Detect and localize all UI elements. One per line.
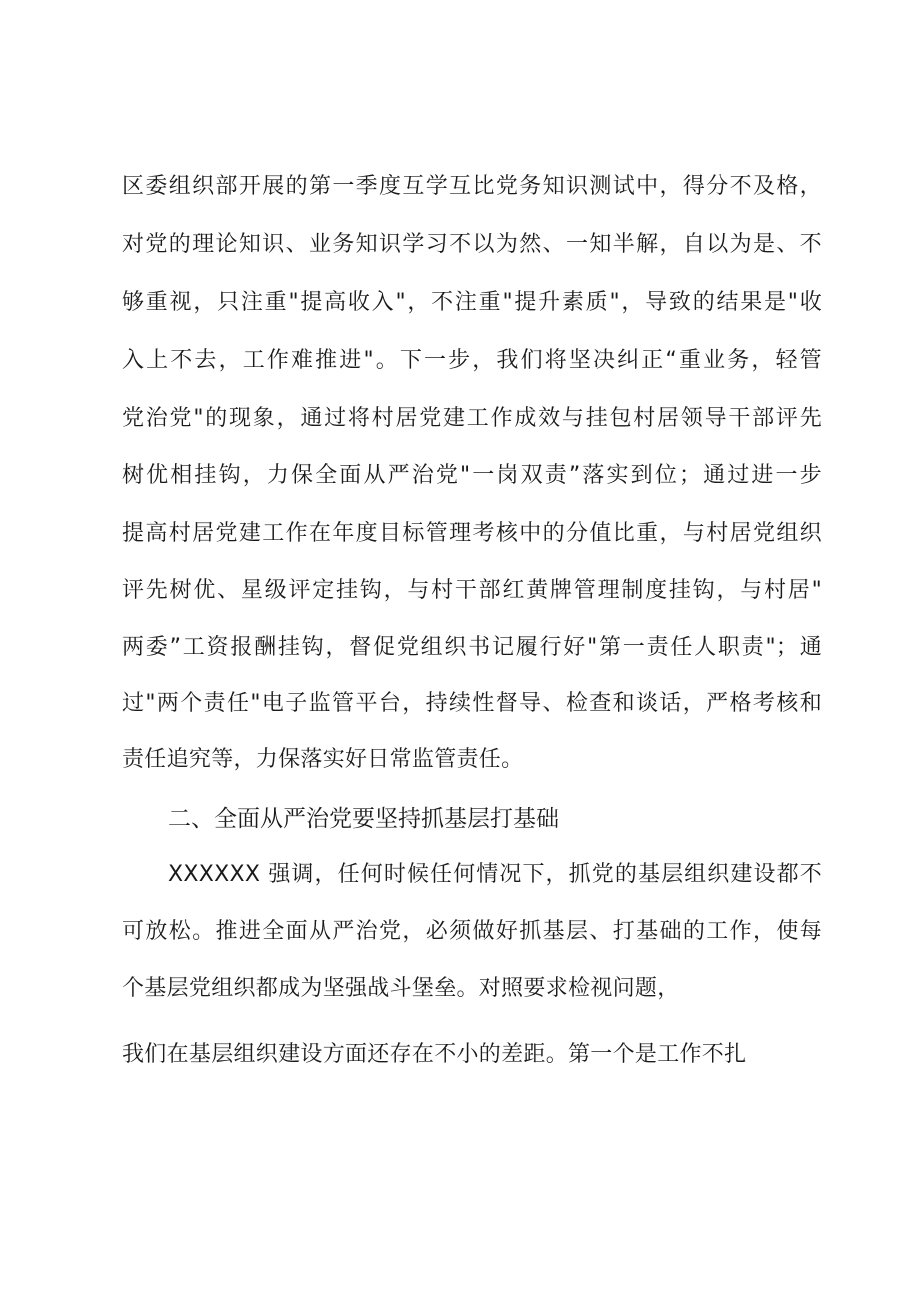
- paragraph-1-line-9: 两委”工资报酬挂钩，督促党组织书记履行好"第一责任人职责"；通: [122, 635, 822, 660]
- paragraph-2-line-2: 可放松。推进全面从严治党，必须做好抓基层、打基础的工作，使每: [122, 919, 822, 944]
- paragraph-2-line-1: XXXXXX 强调，任何时候任何情况下，抓党的基层组织建设都不: [168, 862, 822, 887]
- section-heading: 二、全面从严治党要坚持抓基层打基础: [168, 805, 559, 831]
- paragraph-1-line-2: 对党的理论知识、业务知识学习不以为然、一知半解，自以为是、不: [122, 232, 822, 257]
- paragraph-2-line-3: 个基层党组织都成为坚强战斗堡垒。对照要求检视问题，: [122, 976, 680, 1001]
- paragraph-1-line-6: 树优相挂钩，力保全面从严治党"一岗双责”落实到位；通过进一步: [122, 463, 822, 488]
- paragraph-1-line-4: 入上不去，工作难推进"。下一步，我们将坚决纠正“重业务，轻管: [122, 348, 822, 373]
- paragraph-1-line-5: 党治党"的现象，通过将村居党建工作成效与挂包村居领导干部评先: [122, 406, 822, 431]
- paragraph-1-line-7: 提高村居党建工作在年度目标管理考核中的分值比重，与村居党组织: [122, 521, 822, 546]
- paragraph-1-line-10: 过"两个责任"电子监管平台，持续性督导、检查和谈话，严格考核和: [122, 691, 822, 716]
- paragraph-3-line-1: 我们在基层组织建设方面还存在不小的差距。第一个是工作不扎: [122, 1042, 747, 1067]
- paragraph-1-line-1: 区委组织部开展的第一季度互学互比党务知识测试中，得分不及格，: [122, 174, 822, 199]
- paragraph-1-line-8: 评先树优、星级评定挂钩，与村干部红黄牌管理制度挂钩，与村居": [122, 578, 822, 603]
- paragraph-1-line-3: 够重视，只注重"提高收入"，不注重"提升素质"，导致的结果是"收: [122, 290, 822, 315]
- paragraph-1-line-11: 责任追究等，力保落实好日常监管责任。: [122, 747, 524, 772]
